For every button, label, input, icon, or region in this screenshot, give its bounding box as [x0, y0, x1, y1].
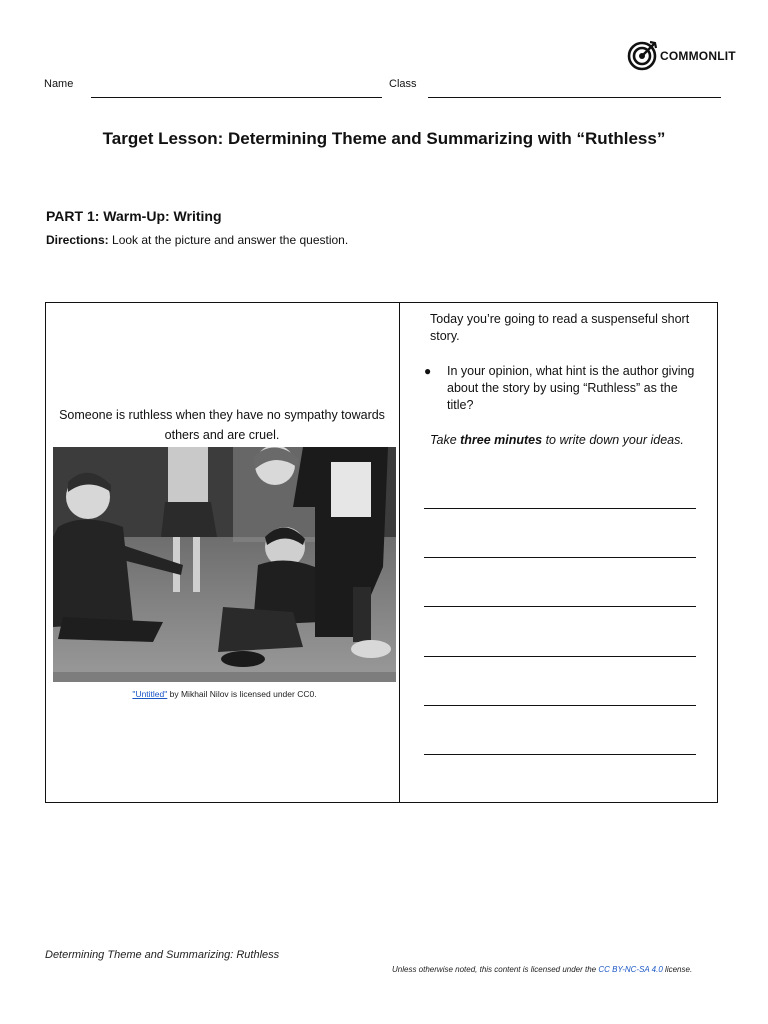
footer-license [392, 965, 692, 974]
time-instruction-bold: three minutes [460, 433, 543, 447]
photo-credit [53, 689, 396, 699]
answer-line[interactable] [424, 606, 696, 607]
table-divider [399, 302, 400, 803]
answer-line[interactable] [424, 508, 696, 509]
license-link[interactable]: CC BY-NC-SA 4.0 [598, 965, 663, 974]
question-text: In your opinion, what hint is the author giving about the story by using “Ruthless” as the title? [447, 364, 695, 412]
time-instruction [430, 433, 684, 447]
directions [46, 233, 348, 247]
time-instruction-b: to write down your ideas. [542, 433, 684, 447]
name-field-line[interactable] [91, 97, 382, 98]
answer-line[interactable] [424, 705, 696, 706]
class-label: Class [389, 78, 417, 90]
page-title: Target Lesson: Determining Theme and Summarizing with “Ruthless” [102, 129, 666, 148]
commonlit-logo [627, 39, 737, 73]
ruthless-definition: Someone is ruthless when they have no sympathy towards others and are cruel. [59, 408, 385, 442]
answer-line[interactable] [424, 656, 696, 657]
answer-line[interactable] [424, 754, 696, 755]
target-icon [627, 39, 659, 71]
footer-license-b: license. [662, 965, 693, 974]
part-1-heading: PART 1: Warm-Up: Writing [46, 208, 222, 224]
footer-lesson-title: Determining Theme and Summarizing: Ruthless [45, 949, 280, 961]
bullying-photo [53, 447, 396, 682]
photo-credit-text: by Mikhail Nilov is licensed under CC0. [167, 689, 317, 699]
footer-license-a: Unless otherwise noted, this content is licensed under the [392, 965, 599, 974]
story-intro: Today you’re going to read a suspenseful short story. [430, 312, 690, 343]
answer-line[interactable] [424, 557, 696, 558]
photo-credit-link[interactable]: "Untitled" [132, 689, 168, 699]
logo-text: COMMONLIT [660, 49, 736, 63]
name-label: Name [44, 78, 74, 90]
photo-illustration [53, 447, 396, 682]
directions-label: Directions: [46, 233, 109, 247]
time-instruction-a: Take [430, 433, 461, 447]
class-field-line[interactable] [428, 97, 721, 98]
bullet-icon: ● [424, 364, 432, 378]
directions-text: Look at the picture and answer the question. [108, 233, 349, 247]
